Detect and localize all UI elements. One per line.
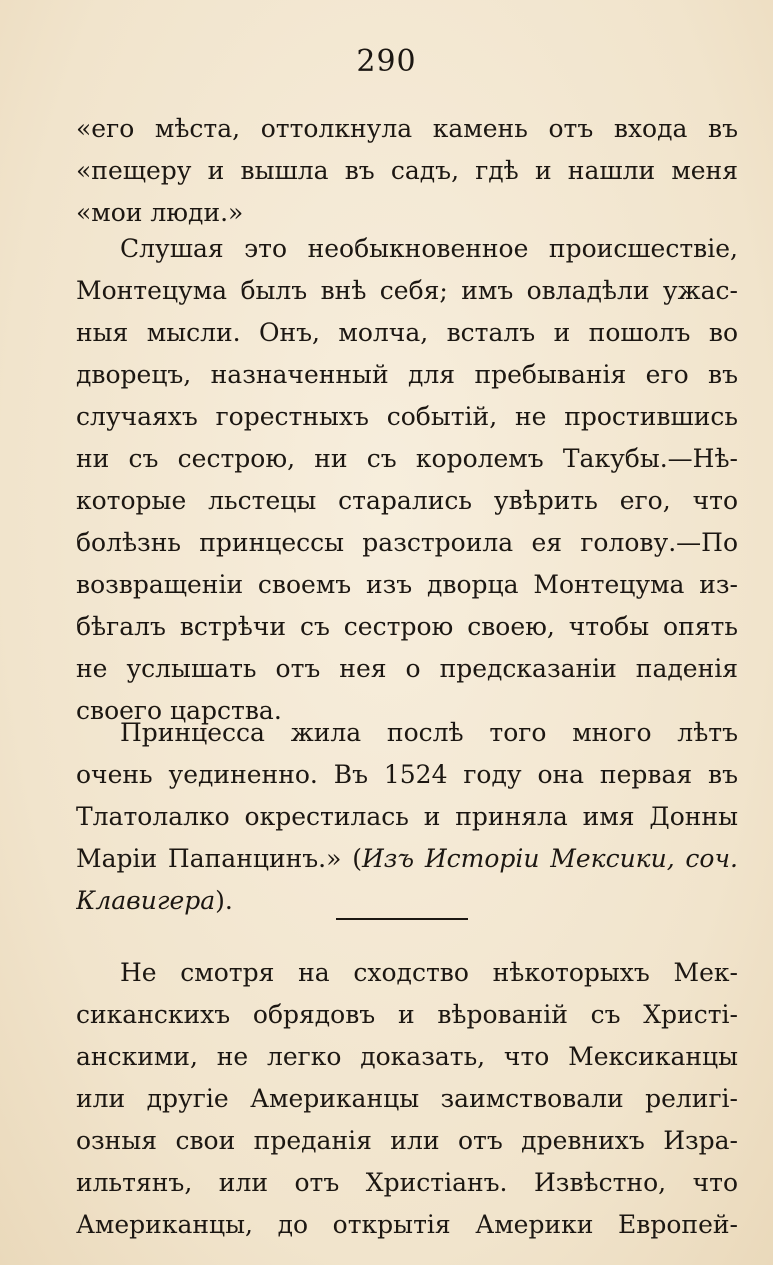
text-line: случаяхъ горестныхъ событій, не простившись: [76, 402, 738, 431]
text-line: Принцесса жила послѣ того много лѣтъ: [120, 718, 738, 747]
text-line: возвращеніи своемъ изъ дворца Монтецума из-: [76, 570, 738, 599]
page-number: 290: [356, 44, 417, 79]
text-line: ныя мысли. Онъ, молча, всталъ и пошолъ во: [76, 318, 738, 347]
paragraph-princess: [76, 712, 738, 922]
text-line: болѣзнь принцессы разстроила ея голову.—По: [76, 528, 738, 557]
text-line: которые льстецы старались увѣрить его, что: [76, 486, 738, 515]
text-line: сиканскихъ обрядовъ и вѣрованій съ Христі-: [76, 1000, 738, 1029]
text-line: «его мѣста, оттолкнула камень отъ входа въ: [76, 114, 738, 143]
text-line: анскими, не легко доказать, что Мексиканцы: [76, 1042, 738, 1071]
citation-close-text: ).: [215, 886, 233, 915]
text-line: ильтянъ, или отъ Христіанъ. Извѣстно, что: [76, 1168, 738, 1197]
paragraph-montezuma: [76, 228, 738, 732]
text-line: ни съ сестрою, ни съ королемъ Такубы.—Нѣ-: [76, 444, 738, 473]
text-line: Тлатолалко окрестилась и приняла имя Донны: [76, 802, 738, 831]
text-line: своего царства.: [76, 696, 282, 725]
text-line: «пещеру и вышла въ садъ, гдѣ и нашли меня: [76, 156, 738, 185]
text-line: не услышать отъ нея о предсказаніи паденія: [76, 654, 738, 683]
citation-author-italic: Клавигера: [76, 886, 216, 915]
text-line: озныя свои преданія или отъ древнихъ Изра-: [76, 1126, 738, 1155]
text-line: Американцы, до открытія Америки Европей-: [76, 1210, 738, 1239]
text-line: очень уединенно. Въ 1524 году она первая въ: [76, 760, 738, 789]
paragraph-quote-end: [76, 108, 738, 234]
section-divider: [336, 918, 468, 920]
paragraph-mexican-rites: [76, 952, 738, 1246]
text-line: «мои люди.»: [76, 198, 244, 227]
text-line: бѣгалъ встрѣчи съ сестрою своею, чтобы опять: [76, 612, 738, 641]
text-line-citation-end: [76, 880, 738, 922]
citation-lead-text: Маріи Папанцинъ.» (: [76, 844, 362, 873]
text-line: Не смотря на сходство нѣкоторыхъ Мек-: [120, 958, 738, 987]
text-line: дворецъ, назначенный для пребыванія его въ: [76, 360, 738, 389]
text-line-with-citation: [76, 838, 738, 880]
text-line: Слушая это необыкновенное происшествіе,: [120, 234, 738, 263]
citation-source-italic: Изъ Исторіи Мексики, соч.: [361, 844, 738, 873]
text-line: Монтецума былъ внѣ себя; имъ овладѣли ужас-: [76, 276, 738, 305]
text-line: или другіе Американцы заимствовали религі-: [76, 1084, 738, 1113]
